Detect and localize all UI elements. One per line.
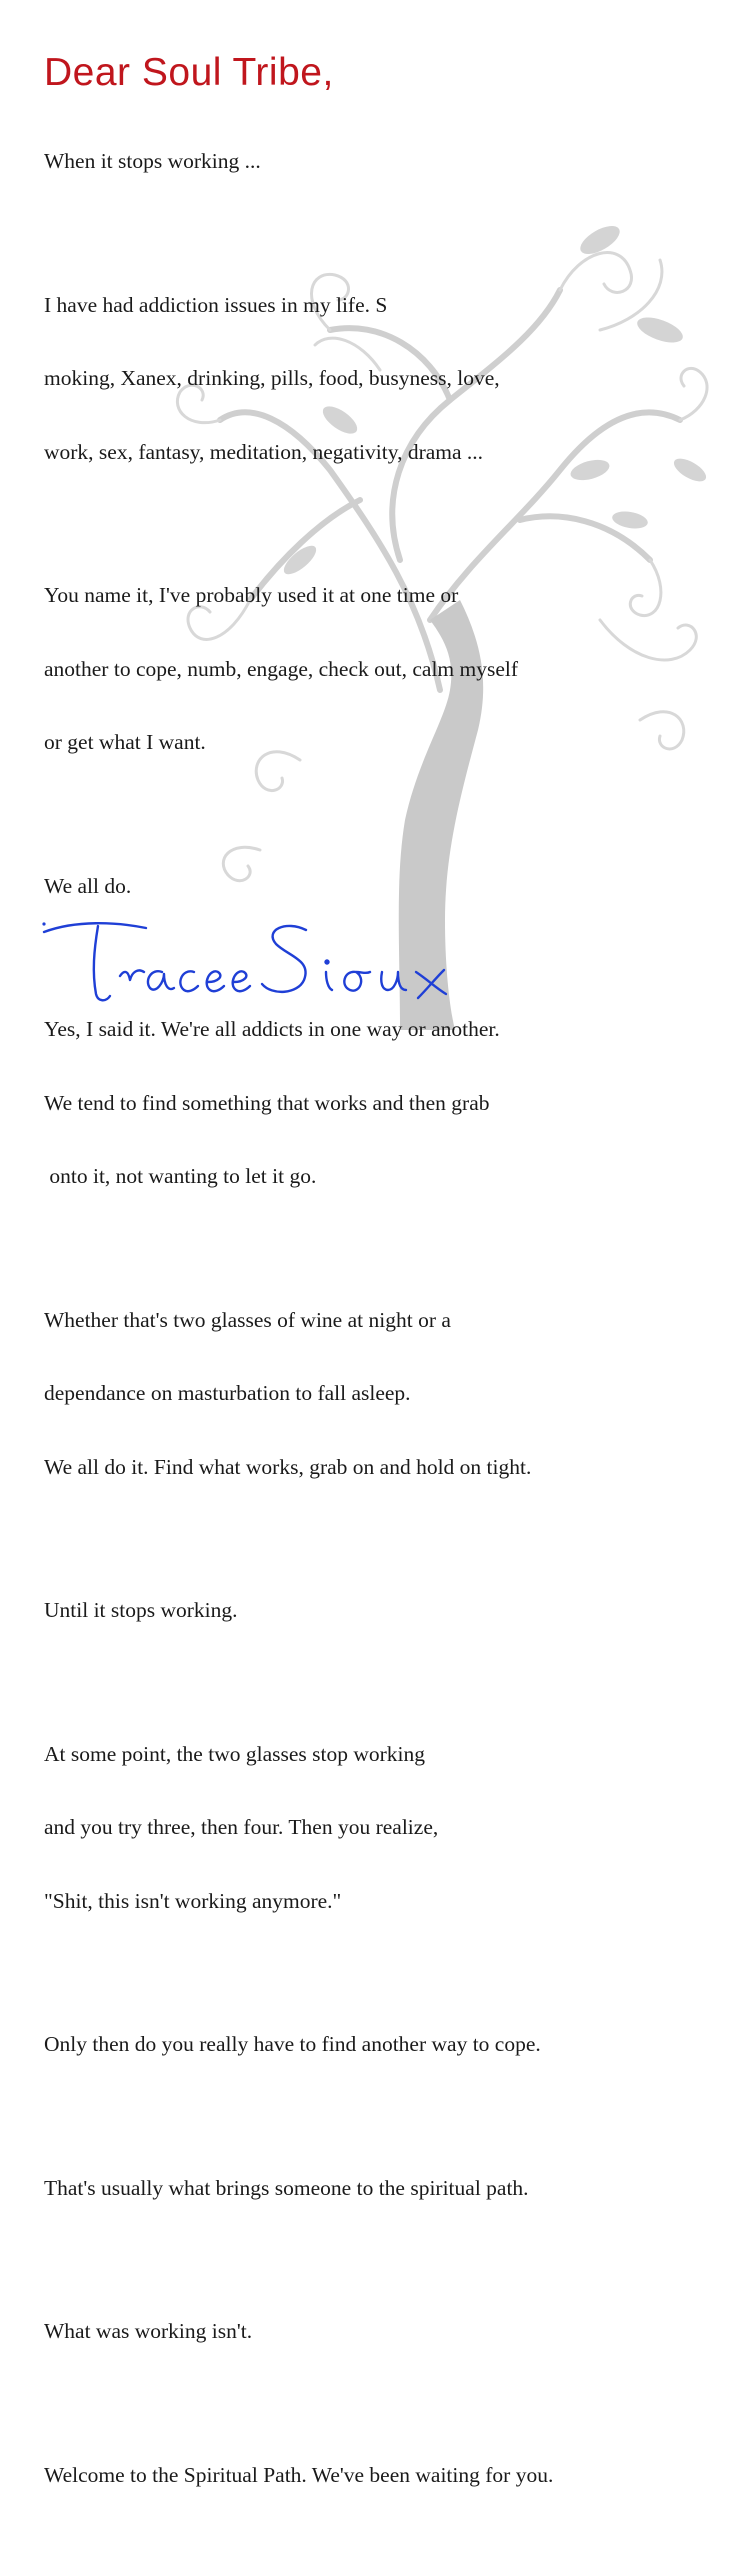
text-line: dependance on masturbation to fall asleep. <box>44 1381 411 1405</box>
text-line: onto it, not wanting to let it go. <box>44 1164 317 1188</box>
signature <box>36 910 516 1010</box>
text-line: "Shit, this isn't working anymore." <box>44 1888 342 1913</box>
text-line: We all do. <box>44 873 132 898</box>
text-line: Until it stops working. <box>44 1598 238 1622</box>
text-line: When it stops working ... <box>44 149 261 173</box>
text-line: At some point, the two glasses stop working <box>44 1741 426 1766</box>
paragraph <box>44 1259 704 1529</box>
text-line: or get what I want. <box>44 730 206 754</box>
text-line: another to cope, numb, engage, check out, calm myself <box>44 656 519 681</box>
text-line: What was working isn't. <box>44 2319 253 2343</box>
paragraph <box>44 2270 704 2393</box>
text-line: Whether that's two glasses of wine at night or a <box>44 1307 451 1332</box>
letter-title: Dear Soul Tribe, <box>44 51 334 94</box>
paragraph <box>44 1983 704 2106</box>
text-line: Yes, I said it. We're all addicts in one way or another. <box>44 1017 500 1041</box>
paragraph <box>44 1549 704 1672</box>
letter-body <box>44 50 704 2557</box>
text-line: moking, Xanex, drinking, pills, food, busyness, love, <box>44 366 500 390</box>
text-line: We tend to find something that works and then grab <box>44 1090 490 1115</box>
paragraph <box>44 1693 704 1963</box>
text-line: Welcome to the Spiritual Path. We've been waiting for you. <box>44 2462 554 2487</box>
text-line: work, sex, fantasy, meditation, negativity, drama ... <box>44 439 484 464</box>
paragraph <box>44 534 704 804</box>
paragraph <box>44 244 704 514</box>
text-line: You name it, I've probably used it at one time or <box>44 583 459 607</box>
text-line: We all do it. Find what works, grab on and hold on tight. <box>44 1454 532 1479</box>
paragraph <box>44 100 704 223</box>
paragraph <box>44 2414 704 2537</box>
paragraph <box>44 2127 704 2250</box>
text-line: and you try three, then four. Then you realize, <box>44 1815 439 1839</box>
text-line: Only then do you really have to find another way to cope. <box>44 2032 541 2056</box>
text-line: That's usually what brings someone to the spiritual path. <box>44 2175 529 2200</box>
text-line: I have had addiction issues in my life. S <box>44 292 388 317</box>
